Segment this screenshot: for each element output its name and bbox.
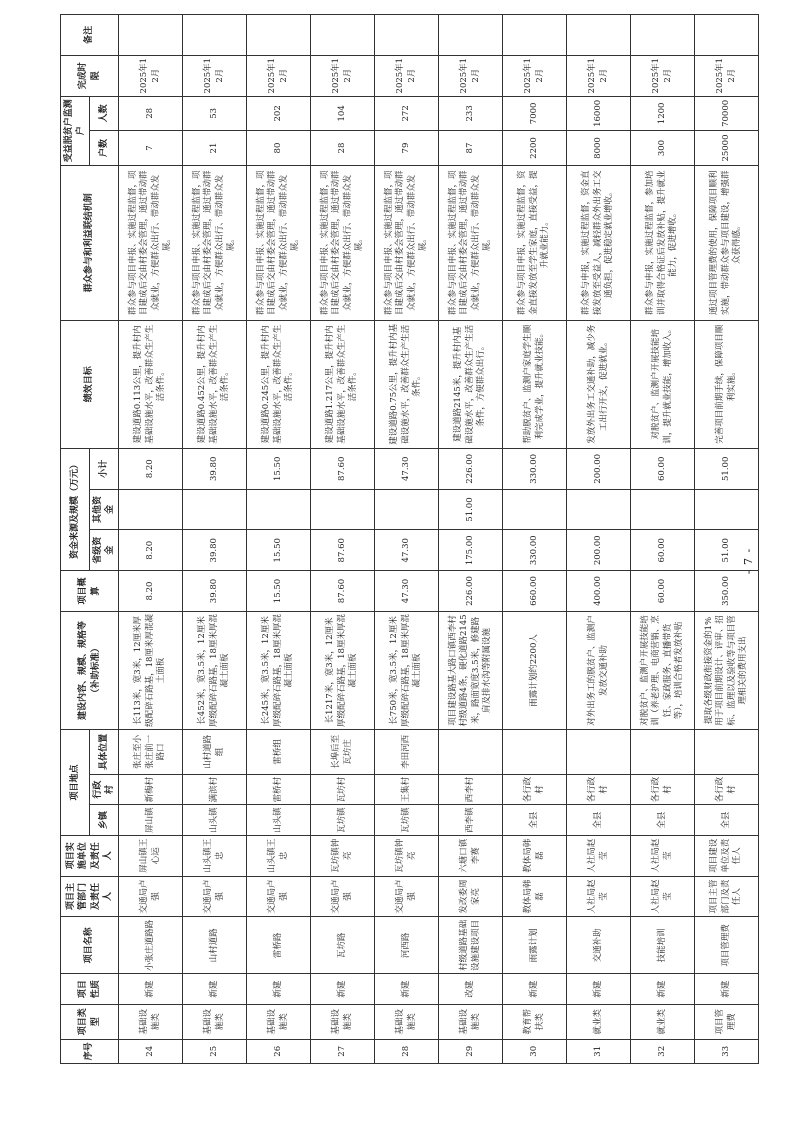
cell-place: 张庄至小张庄前一路口 (119, 730, 183, 775)
cell-unit: 屏山镇王心运 (119, 835, 183, 876)
cell-seq: 29 (439, 1039, 503, 1063)
header-funds: 资金来源及规模（万元） (61, 448, 90, 570)
cell-persons: 104 (311, 96, 375, 131)
header-remark: 备注 (61, 15, 119, 56)
cell-town: 西李镇 (439, 805, 503, 836)
cell-goal: 建设道路0.113公里，提升村内基础设施水平，改善群众生产生活条件。 (119, 320, 183, 448)
cell-completion: 2025年12月 (311, 55, 375, 96)
header-name: 项目名称 (61, 917, 119, 974)
cell-village: 新梅村 (119, 774, 183, 805)
cell-name: 技能培训 (631, 917, 695, 974)
header-type: 项目类型 (61, 1004, 119, 1039)
cell-type: 基础设施类 (183, 1004, 247, 1039)
cell-fund-other (183, 489, 247, 530)
cell-type: 就业类 (567, 1004, 631, 1039)
header-beneficiary: 受益脱贫户监测户 (61, 96, 90, 165)
cell-dept: 教体局韩磊 (503, 876, 567, 917)
cell-nature: 新建 (183, 974, 247, 1005)
table-row (631, 15, 695, 1064)
cell-name: 山村道路 (183, 917, 247, 974)
cell-completion: 2025年12月 (567, 55, 631, 96)
table-row (119, 15, 183, 1064)
cell-remark (567, 15, 631, 56)
cell-mechanism: 群众参与申报，实施过程监督，资金直接发放至受益人，减轻群众外出务工交通负担，促进稳定就业增收。 (567, 165, 631, 320)
cell-town: 瓦坊镇 (375, 805, 439, 836)
cell-persons: 28 (119, 96, 183, 131)
cell-village: 瓦坊村 (311, 774, 375, 805)
cell-name: 瓦坊路 (311, 917, 375, 974)
cell-seq: 25 (183, 1039, 247, 1063)
cell-households: 87 (439, 131, 503, 166)
cell-fund-total: 60.00 (631, 448, 695, 489)
cell-goal: 对脱贫户、监测户开展技能培训，提升就业技能，增加收入。 (631, 320, 695, 448)
cell-seq: 24 (119, 1039, 183, 1063)
table-row (439, 15, 503, 1064)
cell-persons: 202 (247, 96, 311, 131)
cell-village: 各行政村 (567, 774, 631, 805)
cell-place: 李田河西 (375, 730, 439, 775)
cell-content: 提取各级财政衔接资金的1%用于项目前期设计、评审、招标、监理以及验收等与项目管理相关的费用支出 (695, 611, 759, 729)
cell-place (439, 730, 503, 775)
cell-remark (119, 15, 183, 56)
cell-name: 雷桥路 (247, 917, 311, 974)
cell-fund-prov: 200.00 (567, 530, 631, 571)
cell-fund-prov: 47.30 (375, 530, 439, 571)
cell-content: 对脱贫户、监测户开展技能培训（养老护理、电商营销、烹饪、家政服务、直播带货等），培训合格者发放补贴 (631, 611, 695, 729)
cell-completion: 2025年12月 (695, 55, 759, 96)
cell-completion: 2025年12月 (439, 55, 503, 96)
table-row (375, 15, 439, 1064)
cell-fund-prov: 51.00 (695, 530, 759, 571)
table-row (567, 15, 631, 1064)
cell-fund-other (311, 489, 375, 530)
cell-seq: 28 (375, 1039, 439, 1063)
cell-persons: 233 (439, 96, 503, 131)
cell-fund-total: 226.00 (439, 448, 503, 489)
cell-budget: 226.00 (439, 571, 503, 612)
cell-type: 基础设施类 (439, 1004, 503, 1039)
header-persons: 人数 (90, 96, 119, 131)
project-table (60, 14, 759, 1064)
cell-dept: 人社局赵莹 (567, 876, 631, 917)
cell-mechanism: 群众参与项目申报，实施过程监督，资金直接发放至学生家庭，直接受益，提升就业能力。 (503, 165, 567, 320)
cell-completion: 2025年12月 (247, 55, 311, 96)
cell-unit: 六塘口镇李赛 (439, 835, 503, 876)
cell-unit: 人社局赵莹 (631, 835, 695, 876)
header-dept: 项目主管部门及责任人 (61, 876, 119, 917)
cell-town: 山头镇 (247, 805, 311, 836)
cell-unit: 项目建设单位及责任人 (695, 835, 759, 876)
cell-mechanism: 群众参与项目申报、实施过程监督，项目建成后交由村委会管理，通过带动群众就业，方便群众出行、带动群众发展。 (375, 165, 439, 320)
cell-town: 全县 (695, 805, 759, 836)
table-row (247, 15, 311, 1064)
cell-dept: 交通局卢强 (119, 876, 183, 917)
cell-content: 长245米，宽3.5米，12厘米厚级配碎石路基，18厘米厚混凝土面板 (247, 611, 311, 729)
cell-fund-total: 87.60 (311, 448, 375, 489)
cell-persons: 1200 (631, 96, 695, 131)
cell-type: 就业类 (631, 1004, 695, 1039)
cell-fund-total: 15.50 (247, 448, 311, 489)
cell-remark (375, 15, 439, 56)
cell-goal: 建设道路0.245公里，提升村内基础设施水平，改善群众生产生活条件。 (247, 320, 311, 448)
cell-nature: 新建 (503, 974, 567, 1005)
cell-content: 项目建设路基大路口镇西李村村级道路4条，硬化道路2145米，路面宽度3.5米，修建路肩及排水沟等附属设施 (439, 611, 503, 729)
cell-content: 长113米，宽3米，12厘米厚级配碎石路基，18厘米厚混凝土面板 (119, 611, 183, 729)
cell-budget: 8.20 (119, 571, 183, 612)
cell-fund-other (503, 489, 567, 530)
cell-name: 河西路 (375, 917, 439, 974)
cell-households: 25000 (695, 131, 759, 166)
cell-seq: 27 (311, 1039, 375, 1063)
cell-nature: 新建 (119, 974, 183, 1005)
cell-name: 雨露计划 (503, 917, 567, 974)
cell-fund-total: 47.30 (375, 448, 439, 489)
cell-seq: 32 (631, 1039, 695, 1063)
cell-unit: 山头镇王忠 (183, 835, 247, 876)
cell-remark (439, 15, 503, 56)
cell-budget: 660.00 (503, 571, 567, 612)
cell-persons: 272 (375, 96, 439, 131)
cell-remark (311, 15, 375, 56)
cell-budget: 15.50 (247, 571, 311, 612)
cell-name: 村级道路基础设施建设项目 (439, 917, 503, 974)
cell-fund-total: 51.00 (695, 448, 759, 489)
cell-content: 长452米，宽3.5米，12厘米厚级配碎石路基，18厘米厚混凝土面板 (183, 611, 247, 729)
cell-unit: 山头镇王忠 (247, 835, 311, 876)
cell-village: 各行政村 (631, 774, 695, 805)
table-body (119, 15, 759, 1064)
cell-budget: 350.00 (695, 571, 759, 612)
cell-village: 雷桥村 (247, 774, 311, 805)
header-place: 具体位置 (90, 730, 119, 775)
cell-goal: 完善项目前期手续，保障项目顺利实施。 (695, 320, 759, 448)
cell-goal: 建设道路2145米，提升村内基础设施水平，改善群众生产生活条件，方便群众出行。 (439, 320, 503, 448)
cell-mechanism: 群众参与项目申报、实施过程监督，项目建成后交由村委会管理，通过带动群众就业，方便群众出行、带动群众发展。 (439, 165, 503, 320)
cell-goal: 建设道路1.217公里，提升村内基础设施水平，改善群众生产生活条件。 (311, 320, 375, 448)
header-fund-other: 其他资金 (90, 489, 119, 530)
cell-nature: 新建 (695, 974, 759, 1005)
cell-type: 项目管理费 (695, 1004, 759, 1039)
cell-households: 80 (247, 131, 311, 166)
cell-households: 8000 (567, 131, 631, 166)
header-town: 乡镇 (90, 805, 119, 836)
cell-nature: 新建 (631, 974, 695, 1005)
cell-budget: 39.80 (183, 571, 247, 612)
cell-persons: 7000 (503, 96, 567, 131)
cell-households: 300 (631, 131, 695, 166)
header-mechanism: 群众参与和利益联结机制 (61, 165, 119, 320)
header-content: 建设内容、规模、规格等（补助标准） (61, 611, 119, 729)
cell-place (631, 730, 695, 775)
cell-content: 对外出务工的脱贫户、监测户发放交通补助 (567, 611, 631, 729)
cell-dept: 交通局卢强 (311, 876, 375, 917)
cell-fund-other (119, 489, 183, 530)
cell-fund-total: 200.00 (567, 448, 631, 489)
header-fund-prov: 省级资金 (90, 530, 119, 571)
cell-place (503, 730, 567, 775)
cell-mechanism: 群众参与项目申报、实施过程监督，项目建成后交由村委会管理，通过带动群众就业，方便群众出行、带动群众发展。 (119, 165, 183, 320)
cell-fund-prov: 330.00 (503, 530, 567, 571)
cell-persons: 70000 (695, 96, 759, 131)
cell-fund-other (567, 489, 631, 530)
cell-place: 雷桥组 (247, 730, 311, 775)
cell-remark (247, 15, 311, 56)
cell-name: 小张庄道路路 (119, 917, 183, 974)
cell-budget: 87.60 (311, 571, 375, 612)
cell-nature: 新建 (247, 974, 311, 1005)
cell-seq: 26 (247, 1039, 311, 1063)
cell-town: 全县 (631, 805, 695, 836)
cell-type: 教育帮扶类 (503, 1004, 567, 1039)
cell-mechanism: 群众参与项目申报、实施过程监督，项目建成后交由村委会管理，通过带动群众就业，方便群众出行、带动群众发展。 (183, 165, 247, 320)
cell-seq: 31 (567, 1039, 631, 1063)
cell-village: 满滨村 (183, 774, 247, 805)
cell-fund-other (375, 489, 439, 530)
page-number: - 7 - (742, 547, 755, 575)
cell-households: 21 (183, 131, 247, 166)
header-completion: 完成时限 (61, 55, 119, 96)
cell-households: 79 (375, 131, 439, 166)
header-budget: 项目概算 (61, 571, 119, 612)
cell-type: 基础设施类 (119, 1004, 183, 1039)
header-goal: 绩效目标 (61, 320, 119, 448)
cell-type: 基础设施类 (375, 1004, 439, 1039)
cell-unit: 人社局赵莹 (567, 835, 631, 876)
cell-mechanism: 群众参与项目申报、实施过程监督，项目建成后交由村委会管理，通过带动群众就业，方便群众出行、带动群众发展。 (247, 165, 311, 320)
cell-place: 长埠后至瓦坊庄 (311, 730, 375, 775)
header-location: 项目地点 (61, 730, 90, 836)
cell-mechanism: 群众参与项目申报、实施过程监督，项目建成后交由村委会管理，通过带动群众就业，方便群众出行、带动群众发展。 (311, 165, 375, 320)
cell-nature: 改建 (439, 974, 503, 1005)
header-unit: 项目实施单位及责任人 (61, 835, 119, 876)
cell-goal: 建设道路0.452公里，提升村内基础设施水平，改善群众生产生活条件。 (183, 320, 247, 448)
header-households: 户数 (90, 131, 119, 166)
cell-content: 长1217米，宽3米，12厘米厚级配碎石路基，18厘米厚混凝土面板 (311, 611, 375, 729)
cell-dept: 项目主管部门及责任人 (695, 876, 759, 917)
cell-content: 长750米，宽3.5米，12厘米厚级配碎石路基，18厘米厚混凝土面板 (375, 611, 439, 729)
cell-seq: 33 (695, 1039, 759, 1063)
cell-persons: 16000 (567, 96, 631, 131)
cell-completion: 2025年12月 (183, 55, 247, 96)
cell-town: 屏山镇 (119, 805, 183, 836)
cell-name: 交通补助 (567, 917, 631, 974)
cell-fund-prov: 8.20 (119, 530, 183, 571)
table-row (183, 15, 247, 1064)
cell-fund-prov: 60.00 (631, 530, 695, 571)
cell-town: 全县 (503, 805, 567, 836)
cell-remark (631, 15, 695, 56)
cell-nature: 新建 (567, 974, 631, 1005)
table-row (503, 15, 567, 1064)
cell-mechanism: 通过项目管理费的使用，保障项目顺利实施，带动群众参与项目建设，增强群众获得感。 (695, 165, 759, 320)
cell-completion: 2025年12月 (503, 55, 567, 96)
cell-budget: 60.00 (631, 571, 695, 612)
cell-dept: 交通局卢强 (183, 876, 247, 917)
cell-goal: 发放外出务工交通补助，减少务工出行开支，促进就业。 (567, 320, 631, 448)
cell-name: 项目管理费 (695, 917, 759, 974)
cell-nature: 新建 (311, 974, 375, 1005)
cell-remark (183, 15, 247, 56)
cell-budget: 400.00 (567, 571, 631, 612)
cell-nature: 新建 (375, 974, 439, 1005)
cell-completion: 2025年12月 (119, 55, 183, 96)
cell-fund-prov: 15.50 (247, 530, 311, 571)
cell-completion: 2025年12月 (375, 55, 439, 96)
cell-dept: 交通局卢强 (375, 876, 439, 917)
cell-dept: 交通局卢强 (247, 876, 311, 917)
cell-goal: 建设道路0.75公里，提升村内基础设施水平，改善群众生产生活条件。 (375, 320, 439, 448)
cell-fund-prov: 175.00 (439, 530, 503, 571)
cell-fund-other (247, 489, 311, 530)
cell-place: 山村道路组 (183, 730, 247, 775)
cell-content: 雨露计划约2200人 (503, 611, 567, 729)
table-row (311, 15, 375, 1064)
cell-town: 瓦坊镇 (311, 805, 375, 836)
cell-village: 各行政村 (695, 774, 759, 805)
cell-type: 基础设施类 (311, 1004, 375, 1039)
cell-remark (503, 15, 567, 56)
cell-town: 全县 (567, 805, 631, 836)
cell-households: 28 (311, 131, 375, 166)
cell-persons: 53 (183, 96, 247, 131)
cell-households: 7 (119, 131, 183, 166)
cell-fund-prov: 39.80 (183, 530, 247, 571)
cell-completion: 2025年12月 (631, 55, 695, 96)
cell-fund-total: 330.00 (503, 448, 567, 489)
cell-fund-prov: 87.60 (311, 530, 375, 571)
cell-village: 西李村 (439, 774, 503, 805)
header-fund-total: 小计 (90, 448, 119, 489)
cell-type: 基础设施类 (247, 1004, 311, 1039)
header-nature: 项目性质 (61, 974, 119, 1005)
cell-village: 各行政村 (503, 774, 567, 805)
cell-dept: 发改委周家亮 (439, 876, 503, 917)
cell-unit: 瓦坊镇钟亮 (311, 835, 375, 876)
cell-town: 山头镇 (183, 805, 247, 836)
cell-fund-total: 39.80 (183, 448, 247, 489)
cell-mechanism: 群众参与申报，实施过程监督，参加培训并取得合格证后发放补贴，提升就业能力，促进增收。 (631, 165, 695, 320)
cell-unit: 教体局韩磊 (503, 835, 567, 876)
header-village: 行政村 (90, 774, 119, 805)
cell-budget: 47.30 (375, 571, 439, 612)
cell-fund-other: 51.00 (439, 489, 503, 530)
cell-place (567, 730, 631, 775)
cell-unit: 瓦坊镇钟亮 (375, 835, 439, 876)
cell-village: 王集村 (375, 774, 439, 805)
cell-goal: 帮助脱贫户、监测户家庭学生顺利完成学业，提升就业技能。 (503, 320, 567, 448)
cell-fund-other (631, 489, 695, 530)
cell-households: 2200 (503, 131, 567, 166)
header-seq: 序号 (61, 1039, 119, 1063)
cell-seq: 30 (503, 1039, 567, 1063)
cell-dept: 人社局赵莹 (631, 876, 695, 917)
cell-fund-total: 8.20 (119, 448, 183, 489)
